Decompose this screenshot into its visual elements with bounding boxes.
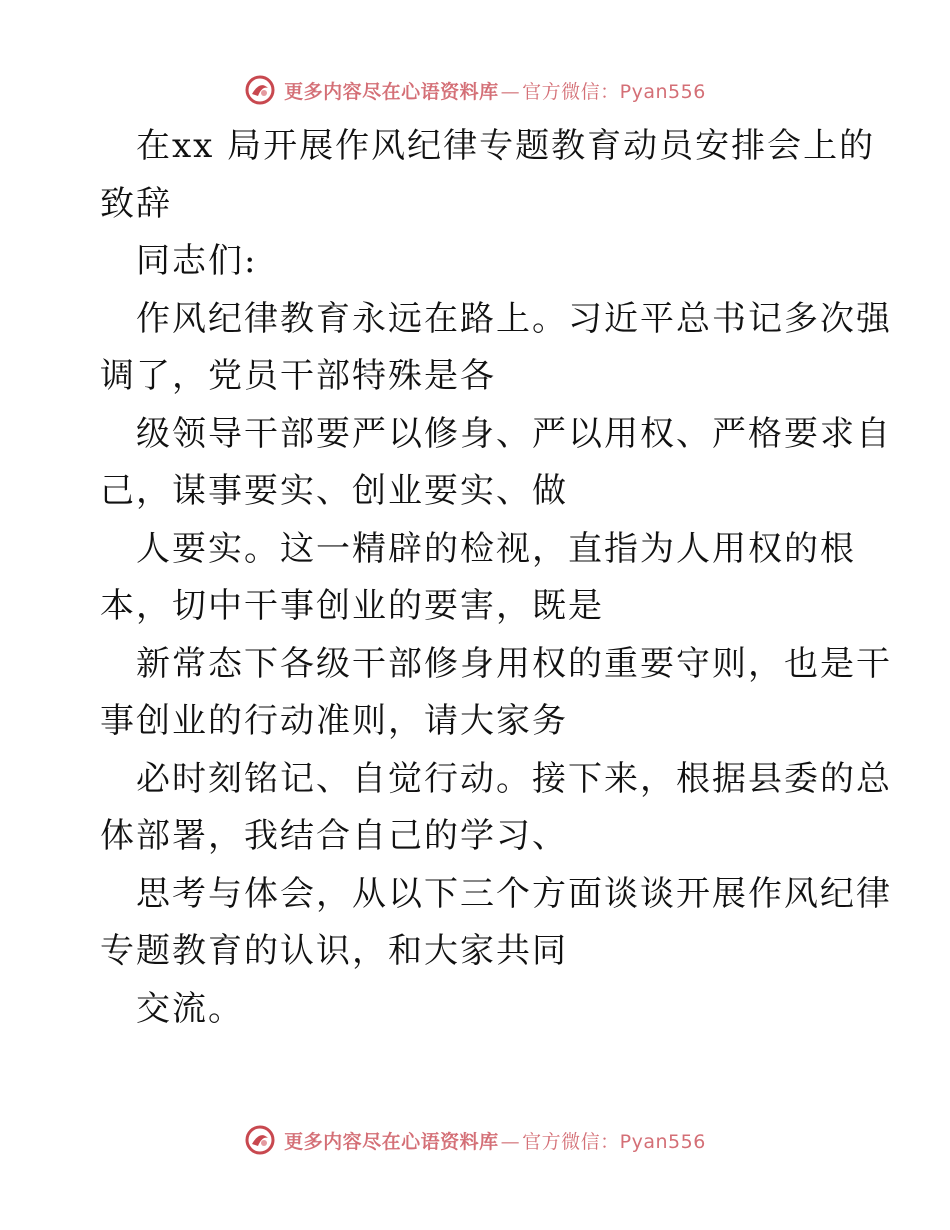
paragraph-line: 己，谋事要实、创业要实、做 xyxy=(100,471,568,511)
footer-banner xyxy=(0,1120,950,1160)
paragraph-line: 致辞 xyxy=(100,183,172,224)
paragraph-line: 同志们: xyxy=(136,241,258,281)
paragraph-line: 交流。 xyxy=(136,988,244,1029)
banner-text xyxy=(284,77,706,104)
banner-dash: — xyxy=(500,1130,521,1153)
banner-brand: 更多内容尽在心语资料库 xyxy=(284,1130,499,1153)
paragraph-line: 人要实。这一精辟的检视，直指为人用权的根 xyxy=(136,528,856,569)
paragraph-line: 必时刻铭记、自觉行动。接下来，根据县委的总 xyxy=(136,758,892,799)
paragraph-line: 体部署，我结合自己的学习、 xyxy=(100,816,568,856)
banner-dash: — xyxy=(500,80,521,103)
banner-brand: 更多内容尽在心语资料库 xyxy=(284,80,499,103)
paragraph-line: 新常态下各级干部修身用权的重要守则，也是干 xyxy=(136,643,892,684)
paragraph-line: 作风纪律教育永远在路上。习近平总书记多次强 xyxy=(136,298,892,339)
red-swirl-logo-icon xyxy=(244,1124,276,1156)
paragraph-line: 本，切中干事创业的要害，既是 xyxy=(100,586,604,626)
paragraph-line: 专题教育的认识，和大家共同 xyxy=(100,931,568,971)
banner-account: 官方微信：Pyan556 xyxy=(522,1130,706,1153)
paragraph-line: 调了，党员干部特殊是各 xyxy=(100,356,496,396)
paragraph-line: 思考与体会，从以下三个方面谈谈开展作风纪律 xyxy=(136,873,892,914)
banner-account: 官方微信：Pyan556 xyxy=(522,80,706,103)
document-body xyxy=(100,118,892,1038)
header-banner xyxy=(0,70,950,110)
paragraph-line: 级领导干部要严以修身、严以用权、严格要求自 xyxy=(136,413,892,454)
document-title-line: 在xx 局开展作风纪律专题教育动员安排会上的 xyxy=(136,126,876,166)
paragraph-line: 事创业的行动准则，请大家务 xyxy=(100,701,568,741)
banner-text xyxy=(284,1127,706,1154)
red-swirl-logo-icon xyxy=(244,74,276,106)
